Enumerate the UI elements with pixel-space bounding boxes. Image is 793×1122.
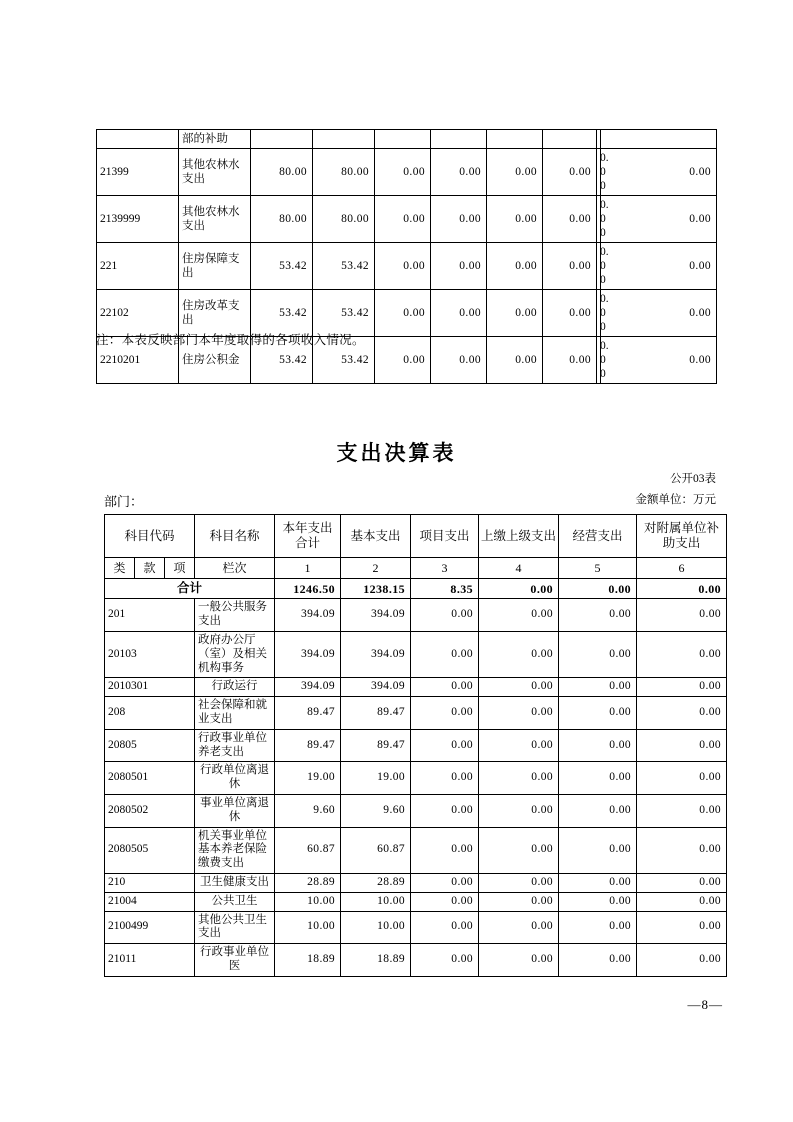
cell-value: 0.00 xyxy=(601,196,717,243)
cell-value: 0.00 xyxy=(559,678,637,697)
cell-value: 0.00 xyxy=(637,678,727,697)
rank-num-1: 1 xyxy=(275,558,341,579)
cell-value: 80.00 xyxy=(313,196,375,243)
cell-value: 60.87 xyxy=(341,827,411,873)
cell-value: 28.89 xyxy=(275,873,341,892)
cell-value: 0.00 xyxy=(375,337,431,384)
table-row xyxy=(105,827,727,873)
cell-code xyxy=(97,130,179,149)
cell-value xyxy=(487,130,543,149)
table-row xyxy=(97,130,717,149)
cell-name: 行政事业单位养老支出 xyxy=(195,729,275,762)
cell-value xyxy=(313,130,375,149)
table-row xyxy=(105,678,727,697)
cell-value: 0.00 xyxy=(637,944,727,977)
cell-value: 10.00 xyxy=(275,892,341,911)
cell-value: 394.09 xyxy=(341,599,411,632)
main-table xyxy=(104,514,727,977)
total-value-3: 8.35 xyxy=(411,579,479,599)
cell-code: 210 xyxy=(105,873,195,892)
cell-value xyxy=(543,130,597,149)
cell-value: 0.00 xyxy=(411,697,479,730)
cell-code: 2010301 xyxy=(105,678,195,697)
cell-value: 19.00 xyxy=(275,762,341,795)
cell-name: 住房保障支出 xyxy=(179,243,251,290)
cell-value: 0.00 xyxy=(479,631,559,677)
cell-value: 0.00 xyxy=(431,290,487,337)
cell-value: 0.00 xyxy=(479,678,559,697)
cell-value: 0.00 xyxy=(479,599,559,632)
rank-num-2: 2 xyxy=(341,558,411,579)
cell-value: 0.00 xyxy=(411,827,479,873)
cell-value: 0.00 xyxy=(601,149,717,196)
table-total-row xyxy=(105,579,727,599)
cell-value: 394.09 xyxy=(341,631,411,677)
cell-value: 0.00 xyxy=(411,762,479,795)
page-number: —8— xyxy=(687,997,723,1012)
cell-value: 0.00 xyxy=(559,762,637,795)
table-row xyxy=(105,762,727,795)
cell-value: 0.00 xyxy=(375,149,431,196)
cell-value: 53.42 xyxy=(313,337,375,384)
cell-name: 行政运行 xyxy=(195,678,275,697)
cell-value: 0.00 xyxy=(431,243,487,290)
cell-name: 行政单位离退休 xyxy=(195,762,275,795)
cell-name: 其他公共卫生支出 xyxy=(195,911,275,944)
cell-name: 其他农林水支出 xyxy=(179,149,251,196)
cell-name: 住房改革支出 xyxy=(179,290,251,337)
table-row xyxy=(97,149,717,196)
cell-value: 0.00 xyxy=(601,243,717,290)
cell-name: 一般公共服务支出 xyxy=(195,599,275,632)
header-section: 款 xyxy=(135,558,165,579)
cell-name: 政府办公厅（室）及相关机构事务 xyxy=(195,631,275,677)
cell-value: 10.00 xyxy=(341,892,411,911)
rank-label: 栏次 xyxy=(195,558,275,579)
cell-value xyxy=(375,130,431,149)
cell-value: 0.00 xyxy=(559,827,637,873)
cell-name: 机关事业单位基本养老保险缴费支出 xyxy=(195,827,275,873)
table-row xyxy=(97,196,717,243)
cell-value: 9.60 xyxy=(275,794,341,827)
cell-value: 0.00 xyxy=(375,243,431,290)
table-row xyxy=(105,794,727,827)
cell-code: 21399 xyxy=(97,149,179,196)
header-name: 科目名称 xyxy=(195,515,275,558)
cell-code: 21004 xyxy=(105,892,195,911)
cell-value: 0.00 xyxy=(487,243,543,290)
total-value-4: 0.00 xyxy=(479,579,559,599)
cell-value: 0.00 xyxy=(559,944,637,977)
cell-value: 0.00 xyxy=(479,944,559,977)
cell-code: 2080502 xyxy=(105,794,195,827)
cell-spacer: 0.00 xyxy=(597,290,601,337)
table-rank-row xyxy=(105,558,727,579)
cell-value: 89.47 xyxy=(341,697,411,730)
cell-value: 0.00 xyxy=(559,631,637,677)
cell-code: 2100499 xyxy=(105,911,195,944)
cell-value: 0.00 xyxy=(559,892,637,911)
header-code: 科目代码 xyxy=(105,515,195,558)
cell-value: 0.00 xyxy=(637,892,727,911)
cell-value: 0.00 xyxy=(637,827,727,873)
cell-spacer: 0.00 xyxy=(597,149,601,196)
cell-name: 其他农林水支出 xyxy=(179,196,251,243)
cell-value: 0.00 xyxy=(637,599,727,632)
cell-value: 80.00 xyxy=(251,149,313,196)
cell-value: 0.00 xyxy=(559,911,637,944)
expenditure-final-accounts-table xyxy=(104,514,722,977)
cell-spacer: 0.00 xyxy=(597,243,601,290)
cell-value: 80.00 xyxy=(251,196,313,243)
table-row xyxy=(105,873,727,892)
cell-value: 53.42 xyxy=(313,290,375,337)
amount-unit-label: 金额单位：万元 xyxy=(635,494,716,506)
cell-value: 0.00 xyxy=(543,196,597,243)
cell-value: 0.00 xyxy=(479,762,559,795)
cell-value: 0.00 xyxy=(559,729,637,762)
cell-value: 0.00 xyxy=(411,873,479,892)
cell-value: 394.09 xyxy=(275,631,341,677)
cell-value: 0.00 xyxy=(431,196,487,243)
cell-value: 9.60 xyxy=(341,794,411,827)
table-row xyxy=(105,697,727,730)
total-value-2: 1238.15 xyxy=(341,579,411,599)
table-row xyxy=(105,944,727,977)
cell-value: 0.00 xyxy=(543,337,597,384)
cell-value: 10.00 xyxy=(275,911,341,944)
cell-value: 0.00 xyxy=(543,290,597,337)
total-value-5: 0.00 xyxy=(559,579,637,599)
cell-value: 0.00 xyxy=(479,873,559,892)
cell-code: 20103 xyxy=(105,631,195,677)
cell-value: 0.00 xyxy=(559,873,637,892)
cell-value: 0.00 xyxy=(479,827,559,873)
cell-value: 0.00 xyxy=(487,196,543,243)
table-row xyxy=(105,892,727,911)
cell-code: 208 xyxy=(105,697,195,730)
cell-value: 53.42 xyxy=(251,290,313,337)
table-row xyxy=(105,599,727,632)
cell-value: 89.47 xyxy=(341,729,411,762)
cell-value: 19.00 xyxy=(341,762,411,795)
header-operating-expenditure: 经营支出 xyxy=(559,515,637,558)
cell-value: 0.00 xyxy=(411,729,479,762)
cell-value: 394.09 xyxy=(275,599,341,632)
cell-value: 60.87 xyxy=(275,827,341,873)
cell-value: 0.00 xyxy=(411,794,479,827)
cell-value: 0.00 xyxy=(637,873,727,892)
header-project-expenditure: 项目支出 xyxy=(411,515,479,558)
cell-value xyxy=(251,130,313,149)
cell-value: 0.00 xyxy=(411,678,479,697)
cell-value: 0.00 xyxy=(637,762,727,795)
cell-value: 0.00 xyxy=(637,794,727,827)
cell-value: 53.42 xyxy=(313,243,375,290)
table-row xyxy=(105,911,727,944)
total-value-1: 1246.50 xyxy=(275,579,341,599)
cell-value: 0.00 xyxy=(479,892,559,911)
cell-value xyxy=(431,130,487,149)
cell-code: 20805 xyxy=(105,729,195,762)
cell-value: 0.00 xyxy=(601,337,717,384)
header-basic-expenditure: 基本支出 xyxy=(341,515,411,558)
form-number: 公开03表 xyxy=(670,473,716,485)
cell-value: 10.00 xyxy=(341,911,411,944)
department-label: 部门： xyxy=(104,494,144,509)
cell-value: 18.89 xyxy=(341,944,411,977)
header-item: 项 xyxy=(165,558,195,579)
page-title: 支出决算表 xyxy=(336,442,457,465)
header-subsidiary-subsidy-expenditure: 对附属单位补助支出 xyxy=(637,515,727,558)
cell-name: 公共卫生 xyxy=(195,892,275,911)
total-value-6: 0.00 xyxy=(637,579,727,599)
cell-name: 住房公积金 xyxy=(179,337,251,384)
cell-value: 18.89 xyxy=(275,944,341,977)
header-upper-level-expenditure: 上缴上级支出 xyxy=(479,515,559,558)
cell-value: 28.89 xyxy=(341,873,411,892)
cell-value: 0.00 xyxy=(487,149,543,196)
cell-value: 394.09 xyxy=(341,678,411,697)
total-label: 合计 xyxy=(105,579,275,599)
cell-value: 0.00 xyxy=(637,729,727,762)
cell-value: 0.00 xyxy=(601,290,717,337)
cell-value: 0.00 xyxy=(637,631,727,677)
table-note: 注：本表反映部门本年度取得的各项收入情况。 xyxy=(96,333,365,347)
cell-value: 0.00 xyxy=(479,729,559,762)
cell-code: 2080501 xyxy=(105,762,195,795)
cell-name: 行政事业单位医 xyxy=(195,944,275,977)
cell-value: 0.00 xyxy=(411,599,479,632)
cell-code: 2080505 xyxy=(105,827,195,873)
header-class: 类 xyxy=(105,558,135,579)
cell-code: 2139999 xyxy=(97,196,179,243)
cell-value: 0.00 xyxy=(637,911,727,944)
cell-value: 89.47 xyxy=(275,729,341,762)
cell-value: 80.00 xyxy=(313,149,375,196)
cell-code: 21011 xyxy=(105,944,195,977)
cell-name: 部的补助 xyxy=(179,130,251,149)
rank-num-3: 3 xyxy=(411,558,479,579)
cell-value: 0.00 xyxy=(431,337,487,384)
cell-value: 89.47 xyxy=(275,697,341,730)
cell-code: 2210201 xyxy=(97,337,179,384)
cell-value: 0.00 xyxy=(543,149,597,196)
cell-value: 0.00 xyxy=(637,697,727,730)
table-row xyxy=(97,243,717,290)
cell-code: 221 xyxy=(97,243,179,290)
rank-num-4: 4 xyxy=(479,558,559,579)
cell-value: 0.00 xyxy=(411,631,479,677)
table-row xyxy=(105,729,727,762)
cell-value: 0.00 xyxy=(479,794,559,827)
cell-value: 0.00 xyxy=(431,149,487,196)
cell-value: 0.00 xyxy=(559,794,637,827)
cell-value: 53.42 xyxy=(251,243,313,290)
cell-value xyxy=(601,130,717,149)
cell-name: 卫生健康支出 xyxy=(195,873,275,892)
cell-name: 社会保障和就业支出 xyxy=(195,697,275,730)
cell-name: 事业单位离退休 xyxy=(195,794,275,827)
rank-num-5: 5 xyxy=(559,558,637,579)
cell-value: 394.09 xyxy=(275,678,341,697)
cell-value: 0.00 xyxy=(411,892,479,911)
cell-value: 0.00 xyxy=(559,599,637,632)
rank-num-6: 6 xyxy=(637,558,727,579)
cell-value: 0.00 xyxy=(479,697,559,730)
cell-value: 53.42 xyxy=(251,337,313,384)
cell-spacer: 0.00 xyxy=(597,196,601,243)
cell-value: 0.00 xyxy=(487,290,543,337)
cell-code: 22102 xyxy=(97,290,179,337)
cell-value: 0.00 xyxy=(375,196,431,243)
cell-value: 0.00 xyxy=(487,337,543,384)
table-row xyxy=(105,631,727,677)
cell-code: 201 xyxy=(105,599,195,632)
cell-value: 0.00 xyxy=(559,697,637,730)
cell-spacer: 0.00 xyxy=(597,337,601,384)
header-total-expenditure: 本年支出合计 xyxy=(275,515,341,558)
cell-value: 0.00 xyxy=(375,290,431,337)
cell-value: 0.00 xyxy=(543,243,597,290)
cell-value: 0.00 xyxy=(411,944,479,977)
cell-value: 0.00 xyxy=(411,911,479,944)
cell-value: 0.00 xyxy=(479,911,559,944)
